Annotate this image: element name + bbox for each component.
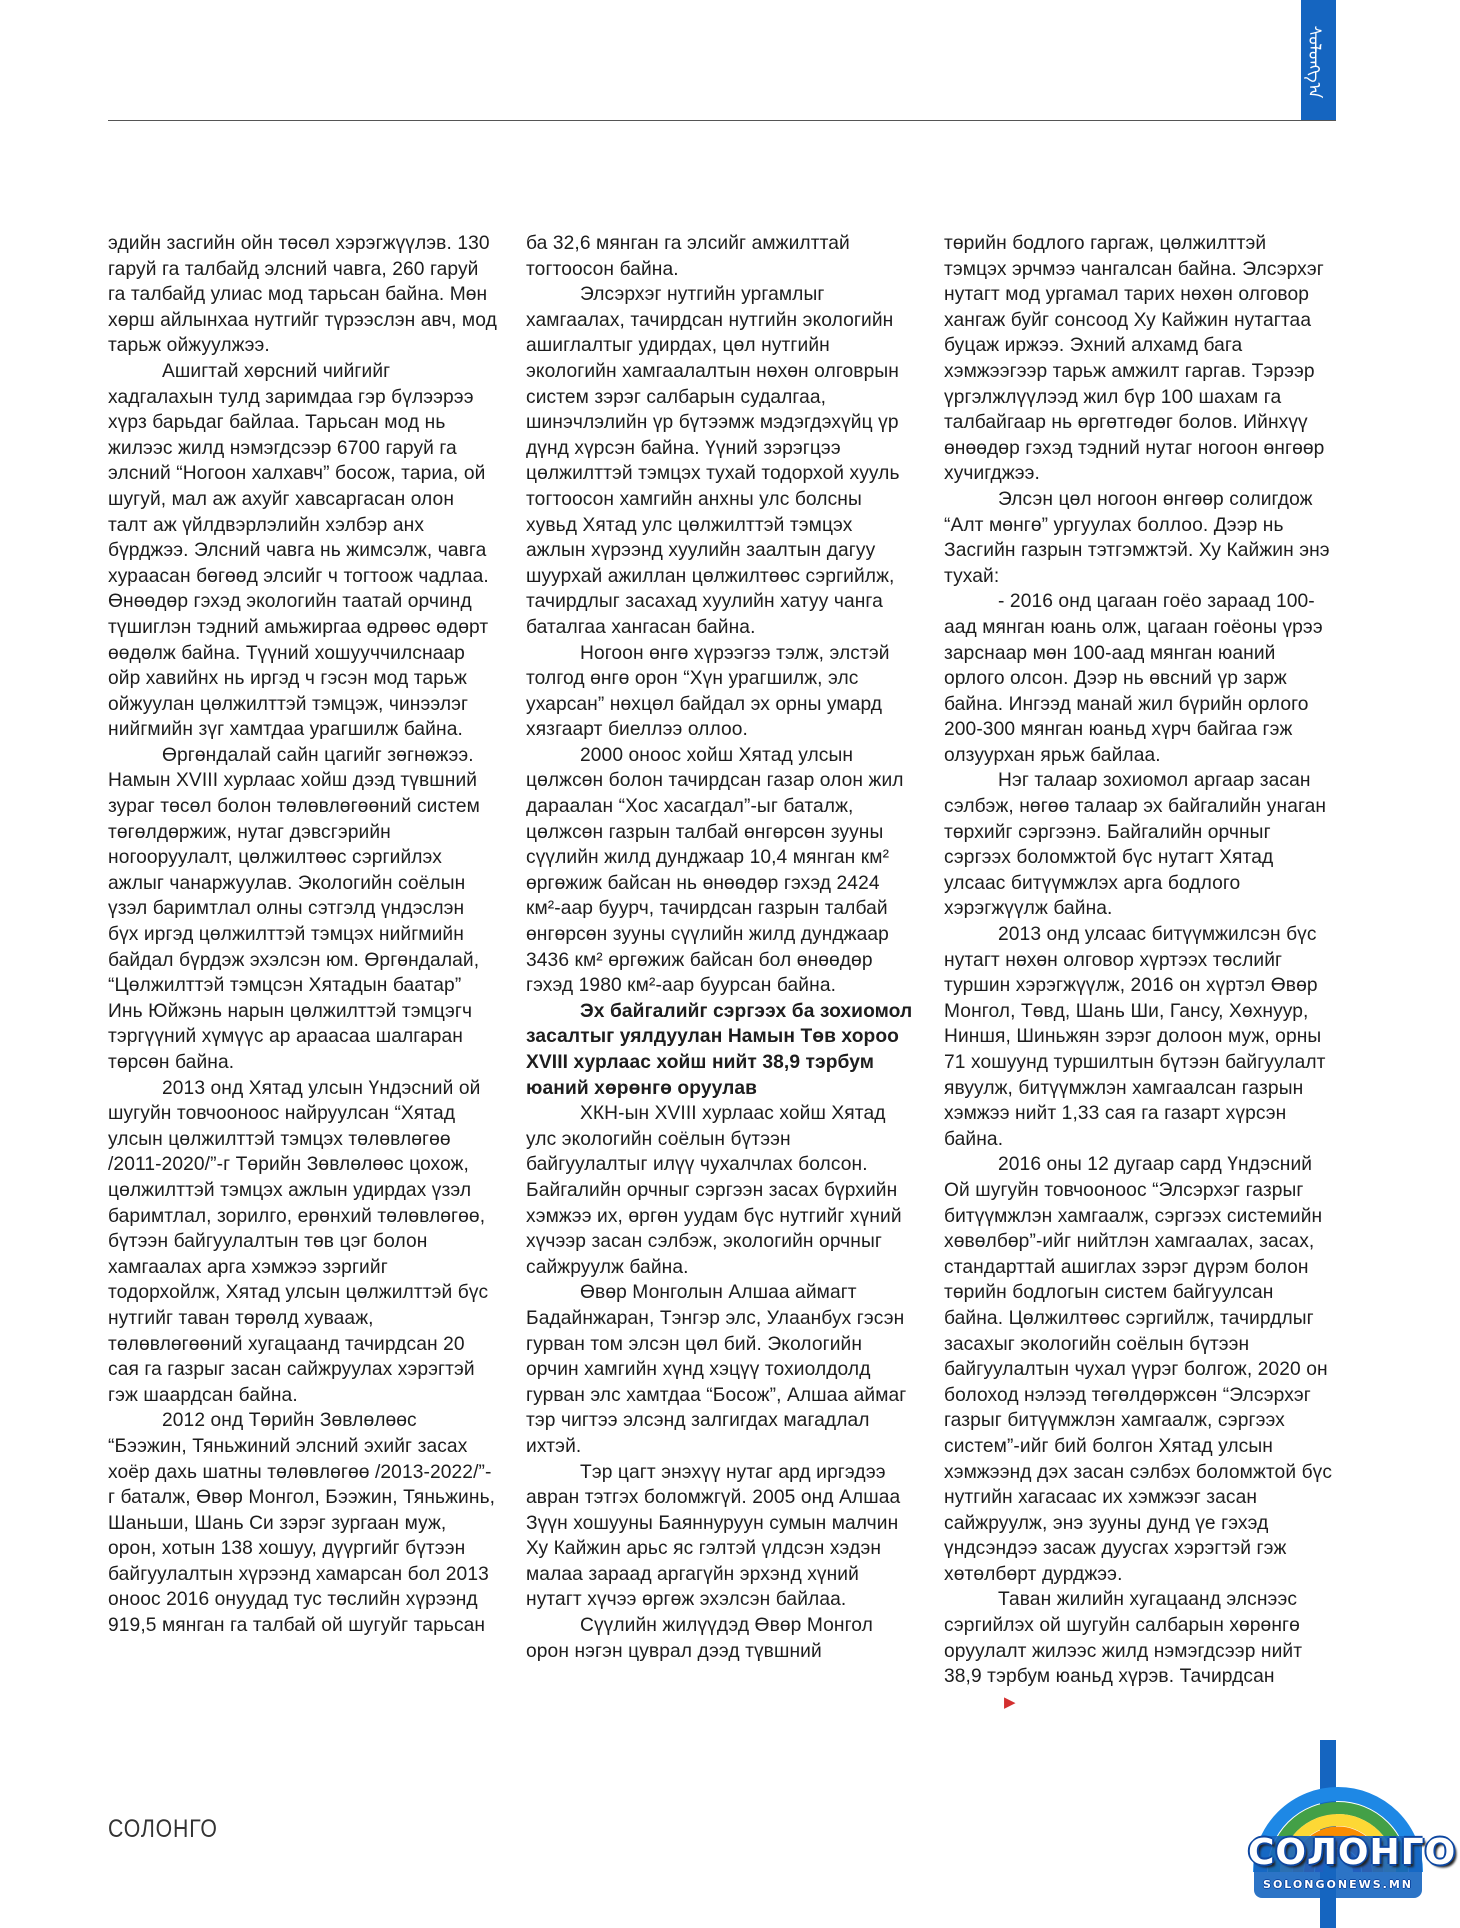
article-paragraph: Нэг талаар зохиомол аргаар засан сэлбэж, нөгөө талаар эх байгалийн унаган төрхийг сэргээнэ. Байгалийн орчныг сэргээх боломжтой бүс нутагт Хятад улсаас битүүмжлэх арга бодлого хэрэгжүүлж байна. bbox=[944, 770, 1327, 920]
article-paragraph: 2000 оноос хойш Хятад улсын цөлжсөн болон тачирдсан газар олон жил дараалан “Хос хасагдал”-ыг баталж, цөлжсөн газрын талбай өнгөрсөн зууны сүүлийн жилд дунджаар 10,4 мянган км² өргөжиж байсан нь өнөөдөр гэхэд 2424 км²-аар буурч, тачирдсан газрын талбай өнгөрсөн зууны сүүлийн жилд дунджаар 3436 км² өргөжиж байсан бол өнөөдөр гэхэд 1980 км²-аар буурсан байна. bbox=[526, 744, 904, 997]
article-paragraph: Сүүлийн жилүүдэд Өвөр Монгол орон нэгэн цуврал дээд түвшний bbox=[526, 1615, 873, 1662]
article-paragraph: 2013 онд улсаас битүүмжилсэн бүс нутагт нөхөн олговор хүртээх төслийг туршин хэрэгжүүлж, 2016 он хүртэл Өвөр Монгол, Төвд, Шань Ши, Гансу, Хөхнуур, Ниншя, Шиньжян зэрэг долоон муж, орны 71 хошуунд туршилтын бүтээн байгуулалт явуулж, битүүмжлэн хамгаалсан газрын хэмжээ нийт 1,33 сая га газарт хүрсэн байна. bbox=[944, 924, 1326, 1150]
magazine-name: СОЛОНГО bbox=[108, 1815, 218, 1843]
continue-arrow-icon: ▶ bbox=[1004, 1693, 1016, 1711]
article-paragraph: - 2016 онд цагаан гоёо зараад 100-аад мянган юань олж, цагаан гоёоны үрээ зарснаар мөн 100-аад мянган юаний орлого олсон. Дээр нь өвсний үр зарж байна. Ингээд манай жил бүрийн орлого 200-300 мянган юаньд хүрч байгаа гэж олзуурхан ярьж байлаа. bbox=[944, 591, 1323, 766]
article-paragraph: Тэр цагт энэхүү нутаг ард иргэдээ авран тэтгэх боломжгүй. 2005 онд Алшаа Зүүн хошууны Баяннуруун сумын малчин Ху Кайжин арьс яс гэлтэй үлдсэн хэдэн малаа зараад аргагүйн эрхэнд хүний нутагт хүчээ өргөж эхэлсэн байлаа. bbox=[526, 1461, 901, 1611]
article-paragraph: 2012 онд Төрийн Зөвлөлөөс “Бээжин, Тяньжиний элсний эхийг засах хоёр дахь шатны төлөвлөгөө /2013-2022/”-г баталж, Өвөр Монгол, Бээжин, Тяньжинь, Шаньши, Шань Си зэрэг зургаан муж, орон, хотын 138 хошуу, дүүргийг бүтээн байгуулалтын хүрээнд хамарсан бол 2013 оноос 2016 онуудад тус төслийн хүрээнд 919,5 мянган га талбай ой шугуйг тарьсан bbox=[108, 1410, 496, 1637]
article-column-3 bbox=[944, 231, 1334, 1715]
section-tab bbox=[1301, 0, 1336, 120]
logo-url: SOLONGONEWS.MN bbox=[1263, 1878, 1413, 1891]
section-tab-label: ᠰᠣᠯᠣᠩᠭ᠎ᠠ bbox=[1303, 25, 1324, 99]
article-paragraph: Ногоон өнгө хүрээгээ тэлж, элстэй толгод өнгө орон “Хүн урагшилж, элс ухарсан” нөхцөл байдал эх орны умард хязгаарт биеллээ оллоо. bbox=[526, 642, 890, 741]
article-paragraph: Таван жилийн хугацаанд элснээс сэргийлэх ой шугуйн салбарын хөрөнгө оруулалт жилээс жилд нэмэгдсээр нийт 38,9 тэрбум юаньд хүрэв. Тачирдсан▶ bbox=[944, 1587, 1334, 1715]
article-paragraph: ХКН-ын XVIII хурлаас хойш Хятад улс экологийн соёлын бүтээн байгуулалтыг илүү чухалчлах болсон. Байгалийн орчныг сэргээн засах бүрхийн хэмжээ их, өргөн уудам бүс нутгийг хүний хүчээр засан сэлбэж, экологийн орчныг сайжруулж байна. bbox=[526, 1103, 902, 1278]
article-paragraph: 2013 онд Хятад улсын Үндэсний ой шугуйн товчооноос найруулсан “Хятад улсын цөлжилттэй тэмцэх төлөвлөгөө /2011-2020/”-г Төрийн Зөвлөлөөс цохож, цөлжилттэй тэмцэх ажлын удирдах үзэл баримтлал, зорилго, ерөнхий төлөвлөгөө, бүтээн байгуулалтын төв цэг болон хамгаалах арга хэмжээ зэргийг тодорхойлж, Хятад улсын цөлжилттэй бүс нутгийг таван төрөлд хувааж, төлөвлөгөөний хугацаанд тачирдсан 20 сая га газрыг засан сайжруулах хэрэгтэй гэж шаардсан байна. bbox=[108, 1077, 489, 1406]
article-paragraph: Элсэрхэг нутгийн ургамлыг хамгаалах, тачирдсан нутгийн экологийн ашиглалтыг удирдах, цөл нутгийн экологийн хамгаалалтын нөхөн олговрын систем зэрэг салбарын судалгаа, шинэчлэлийн үр бүтээмж мэдэгдэхүйц үр дүнд хүрсэн байна. Үүний зэрэгцээ цөлжилттэй тэмцэх тухай тодорхой хууль тогтоосон хамгийн анхны улс болсны хувьд Хятад улс цөлжилттэй тэмцэх ажлын хүрээнд хуулийн заалтын дагуу шуурхай ажиллан цөлжилтөөс сэргийлж, тачирдлыг засахад хуулийн хатуу чанга баталгаа хангасан байна. bbox=[526, 284, 900, 638]
header-rule bbox=[108, 120, 1336, 121]
solongo-logo bbox=[1248, 1752, 1457, 1922]
article-paragraph: Өргөндалай сайн цагийг зөгнөжээ. Намын XVIII хурлаас хойш дээд түвшний зураг төсөл болон төлөвлөгөөний систем төгөлдөржиж, нутаг дэвсгэрийн ногооруулалт, цөлжилтөөс сэргийлэх ажлыг чанаржуулав. Экологийн соёлын үзэл баримтлал олны сэтгэлд үндэслэн бүх иргэд цөлжилттэй тэмцэх нийгмийн байдал бүрдэж эхэлсэн юм. Өргөндалай, “Цөлжилттэй тэмцсэн Хятадын баатар” Инь Юйжэнь нарын цөлжилттэй тэмцэгч тэргүүний хүмүүс ар араасаа шалгаран төрсөн байна. bbox=[108, 744, 480, 1073]
article-paragraph: 2016 оны 12 дугаар сард Үндэсний Ой шугуйн товчооноос “Элсэрхэг газрыг битүүмжлэн хамгаалж, сэргээх системийн хөвөлбөр”-ийг нийтлэн хамгаалах, засах, стандарттай ашиглах зэрэг дүрэм болон төрийн бодлогын систем байгуулсан байна. Цөлжилтөөс сэргийлж, тачирдлыг засахыг экологийн соёлын бүтээн байгуулалтын чухал үүрэг болгож, 2020 он болоход нэлээд төгөлдөржсөн “Элсэрхэг газрыг битүүмжлэн хамгаалж, сэргээх систем”-ийг бий болгон Хятад улсын хэмжээнд дэх засан сэлбэх боломжтой бүс нутгийн хагасаас их хэмжээг засан сайжруулж, энэ зууны дунд үе гэхэд үндсэндээ засаж дуусгах хэрэгтэй гэж хөтөлбөрт дурджээ. bbox=[944, 1154, 1333, 1585]
section-heading: Эх байгалийг сэргээх ба зохиомол засалтыг уялдуулан Намын Төв хороо XVIII хурлаас хойш нийт 38,9 тэрбум юаний хөрөнгө оруулав bbox=[526, 1000, 913, 1099]
article-paragraph: Элсэн цөл ногоон өнгөөр солигдож “Алт мөнгө” ургуулах боллоо. Дээр нь Засгийн газрын тэтгэмжтэй. Ху Кайжин энэ тухай: bbox=[944, 488, 1330, 587]
article-paragraph: ба 32,6 мянган га элсийг амжилттай тогтоосон байна. bbox=[526, 233, 850, 280]
article-column-2 bbox=[526, 231, 916, 1664]
article-paragraph: төрийн бодлого гаргаж, цөлжилттэй тэмцэх эрчмээ чангалсан байна. Элсэрхэг нутагт мод ургамал тарих нөхөн олговор хангаж буйг сонсоод Ху Кайжин нутагтаа буцаж иржээ. Эхний алхамд бага хэмжээгээр тарьж амжилт гаргав. Тэрээр үргэлжлүүлээд жил бүр 100 шахам га талбайгаар нь өргөтгөдөг болов. Ийнхүү өнөөдөр гэхэд тэдний нутаг ногоон өнгөөр хучигджээ. bbox=[944, 233, 1325, 485]
article-paragraph: Өвөр Монголын Алшаа аймагт Бадайнжаран, Тэнгэр элс, Улаанбух гэсэн гурван том элсэн цөл бий. Экологийн орчин хамгийн хүнд хэцүү тохиолдолд гурван элс хамтдаа “Босож”, Алшаа аймаг тэр чигтээ элсэнд залгигдах магадлал ихтэй. bbox=[526, 1282, 907, 1457]
article-column-1 bbox=[108, 231, 498, 1639]
logo-wordmark: СОЛОНГО bbox=[1248, 1832, 1457, 1873]
article-paragraph: Ашигтай хөрсний чийгийг хадгалахын тулд заримдаа гэр бүлээрээ хүрз барьдаг байлаа. Тарьсан мод нь жилээс жилд нэмэгдсээр 6700 гаруй га элсний “Ногоон халхавч” босож, тариа, ой шугуй, мал аж ахуйг хавсаргасан олон талт аж үйлдвэрлэлийн хэлбэр анх бүрджээ. Элсний чавга нь жимсэлж, чавга хураасан бөгөөд элсийг ч тогтоож чадлаа. Өнөөдөр гэхэд экологийн таатай орчинд түшиглэн тэдний амьжиргаа өдрөөс өдөрт өөдөлж байна. Түүний хошууччилснаар ойр хавийнх нь иргэд ч гэсэн мод тарьж ойжуулан цөлжилттэй тэмцэж, чинээлэг нийгмийн зүг хамтдаа урагшилж байна. bbox=[108, 360, 489, 741]
article-paragraph: эдийн засгийн ойн төсөл хэрэгжүүлэв. 130 гаруй га талбайд элсний чавга, 260 гаруй га талбайд улиас мод тарьсан байна. Мөн хөрш айлынхаа нутгийг түрээслэн авч, мод тарьж ойжуулжээ. bbox=[108, 233, 497, 357]
